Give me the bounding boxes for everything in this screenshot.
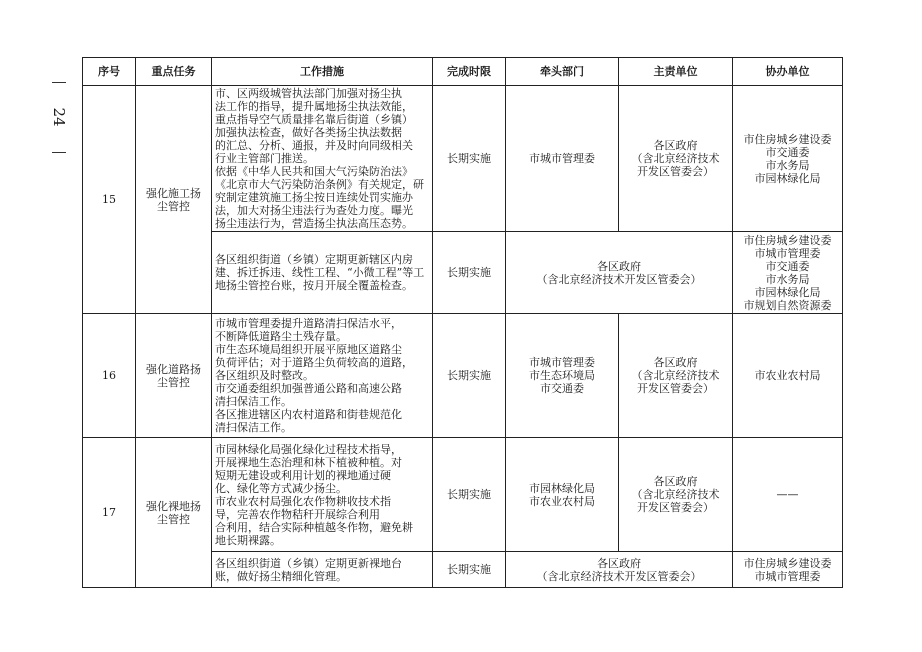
table-row	[83, 314, 843, 438]
main-cell: 各区政府 （含北京经济技术 开发区管委会）	[619, 314, 733, 438]
task-cell: 强化施工扬 尘管控	[136, 86, 212, 314]
merged-lead-main-cell: 各区政府 （含北京经济技术开发区管委会）	[506, 552, 733, 588]
header-assist: 协办单位	[733, 58, 843, 86]
header-seq: 序号	[83, 58, 136, 86]
deadline-cell: 长期实施	[433, 232, 506, 314]
header-task: 重点任务	[136, 58, 212, 86]
page-number-margin	[46, 72, 72, 162]
page-number-dash-top	[52, 82, 66, 83]
measure-cell: 市园林绿化局强化绿化过程技术指导， 开展裸地生态治理和林下植被种植。对 短期无建设或利用计划的裸地通过硬 化、绿化等方式减少扬尘。 市农业农村局强化农作物耕收技术指 导，完善农作物秸秆开展综合利用 合利用，结合实际种植越冬作物，避免耕 地长期裸露。	[212, 438, 433, 552]
lead-cell: 市园林绿化局 市农业农村局	[506, 438, 619, 552]
table-header-row	[83, 58, 843, 86]
seq-cell: 15	[83, 86, 136, 314]
assist-cell: 市住房城乡建设委 市城市管理委 市交通委 市水务局 市园林绿化局 市规划自然资源委	[733, 232, 843, 314]
lead-cell: 市城市管理委 市生态环境局 市交通委	[506, 314, 619, 438]
deadline-cell: 长期实施	[433, 314, 506, 438]
deadline-cell: 长期实施	[433, 86, 506, 232]
main-cell: 各区政府 （含北京经济技术 开发区管委会）	[619, 86, 733, 232]
measure-cell: 各区组织街道（乡镇）定期更新辖区内房 建、拆迁拆违、线性工程、“小微工程”等工 地扬尘管控台账，按月开展全覆盖检查。	[212, 232, 433, 314]
main-cell: 各区政府 （含北京经济技术 开发区管委会）	[619, 438, 733, 552]
assist-cell	[733, 438, 843, 552]
header-deadline: 完成时限	[433, 58, 506, 86]
task-table	[82, 57, 843, 588]
measure-cell: 市、区两级城管执法部门加强对扬尘执 法工作的指导，提升属地扬尘执法效能， 重点指导空气质量排名靠后街道（乡镇） 加强执法检查，做好各类扬尘执法数据 的汇总、分析、通报，并及时向同级相关 行业主管部门推送。 依据《中华人民共和国大气污染防治法》 《北京市大气污染防治条例》有关规定，研 究制定建筑施工扬尘按日连续处罚实施办 法，加大对扬尘违法行为查处力度。曝光 扬尘违法行为，营造扬尘执法高压态势。	[212, 86, 433, 232]
header-main: 主责单位	[619, 58, 733, 86]
header-measure: 工作措施	[212, 58, 433, 86]
deadline-cell: 长期实施	[433, 438, 506, 552]
merged-lead-main-cell: 各区政府 （含北京经济技术开发区管委会）	[506, 232, 733, 314]
deadline-cell: 长期实施	[433, 552, 506, 588]
task-cell: 强化裸地扬 尘管控	[136, 438, 212, 588]
header-lead: 牵头部门	[506, 58, 619, 86]
assist-cell: 市农业农村局	[733, 314, 843, 438]
measure-cell: 各区组织街道（乡镇）定期更新裸地台 账，做好扬尘精细化管理。	[212, 552, 433, 588]
assist-cell: 市住房城乡建设委 市城市管理委	[733, 552, 843, 588]
task-cell: 强化道路扬 尘管控	[136, 314, 212, 438]
page-number-dash-bottom	[52, 152, 66, 153]
table-row	[83, 438, 843, 552]
table-row	[83, 86, 843, 232]
seq-cell: 16	[83, 314, 136, 438]
seq-cell: 17	[83, 438, 136, 588]
page-number: 24	[50, 107, 68, 127]
dash-placeholder: ——	[776, 488, 799, 501]
measure-cell: 市城市管理委提升道路清扫保洁水平， 不断降低道路尘土残存量。 市生态环境局组织开展平原地区道路尘 负荷评估；对于道路尘负荷较高的道路， 各区组织及时整改。 市交通委组织加强普通公路和高速公路 清扫保洁工作。 各区推进辖区内农村道路和街巷规范化 清扫保洁工作。	[212, 314, 433, 438]
lead-cell: 市城市管理委	[506, 86, 619, 232]
assist-cell: 市住房城乡建设委 市交通委 市水务局 市园林绿化局	[733, 86, 843, 232]
